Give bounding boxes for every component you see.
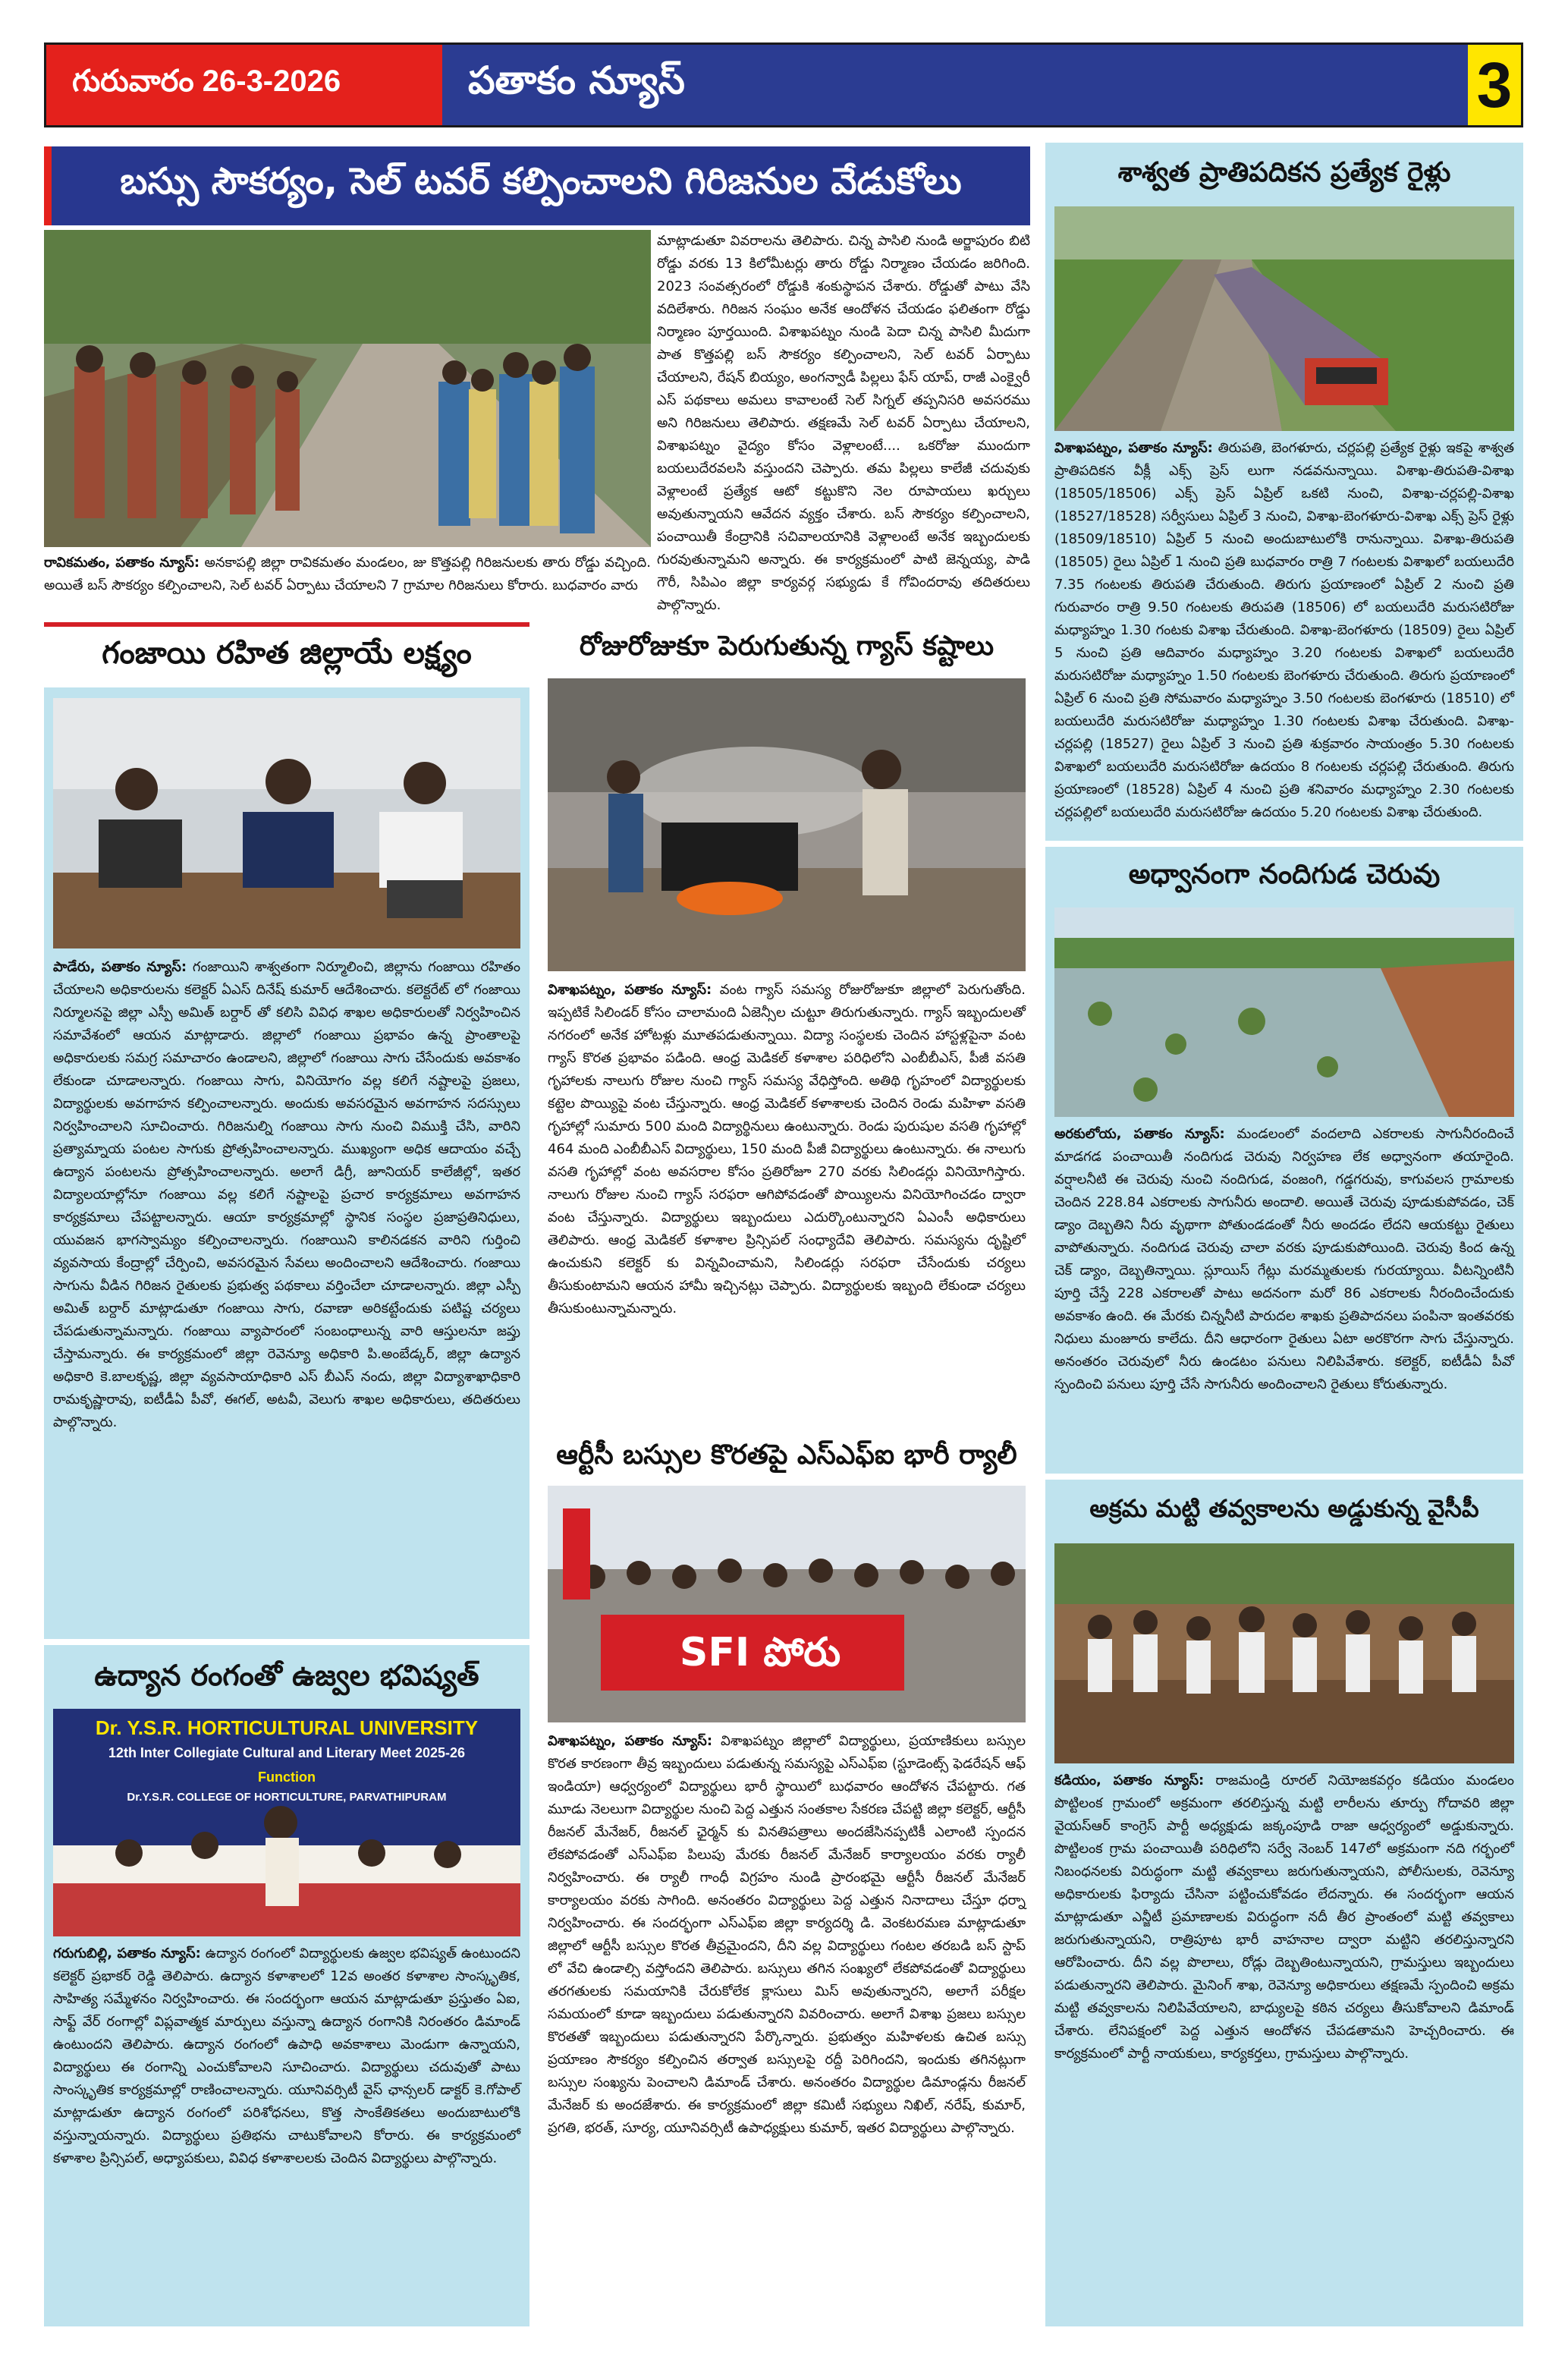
rail-dateline: విశాఖపట్నం, పతాకం న్యూస్: [1054,440,1213,456]
rail-headline: శాశ్వత ప్రాతిపదికన ప్రత్యేక రైళ్లు [1117,157,1451,188]
page-number: 3 [1468,45,1521,125]
horti-banner-line2: 12th Inter Collegiate Cultural and Literary Meet 2025-26 [108,1745,466,1760]
gas-photo [548,678,1026,971]
sfi-headline: ఆర్టీసీ బస్సుల కొరతపై ఎస్ఎఫ్ఐ భారీ ర్యాలీ [556,1439,1017,1471]
ganja-dateline: పాడేరు, పతాకం న్యూస్: [53,959,187,975]
pond-dateline: అరకులోయ, పతాకం న్యూస్: [1054,1126,1225,1142]
pond-body-text: మండలంలో వందలాది ఎకరాలకు సాగునీరందించే మాడగడ పంచాయితీ నందిగుడ చెరువు నిర్వహణ లేక అధ్వానంగా తయారైంది. వర్షాలనీటి ఈ చెరువు నుంచి నందిగుడ, వంజంగి, గడ్డగరువు, కాగువలస గ్రామాలకు చెందిన 228.84 ఎకరాలకు సాగునీరు అందాలి. అయితే చెరువు పూడుకుపోవడం, చెక్ డ్యాం దెబ్బతిని నీరు వృథాగా పోతుండడంతో నీరు అందడం లేదని ఆయకట్టు రైతులు వాపోతున్నారు. నందిగుడ చెరువు చాలా వరకు పూడుకుపోయింది. చెరువు కింద ఉన్న చెక్ డ్యాం, దెబ్బతిన్నాయి. స్లూయిస్ గేట్లు మరమ్మతులకు గురయ్యాయి. వీటన్నింటినీ పూర్తి చేస్తే 228 ఎకరాలతో పాటు అదనంగా మరో 86 ఎకరాలకు నీరందించేందుకు అవకాశం ఉంది. ఈ మేరకు చిన్ననీటి పారుదల శాఖకు ప్రతిపాదనలు పంపినా ఇంతవరకు నిధులు మంజూరు కాలేదు. దీని ఆధారంగా రైతులు ఏటా అరకొరగా సాగు చేస్తున్నారు. అనంతరం చెరువులో నీరు ఉండటం పనులు నిలిపివేశారు. కలెక్టర్, ఐటీడీఏ పీవో స్పందించి పనులు పూర్తి చేసే సాగునీరు అందించాలని రైతులు కోరుతున్నారు. [1054,1126,1514,1392]
soil-headline: అక్రమ మట్టి తవ్వకాలను అడ్డుకున్న వైసీపీ [1089,1494,1479,1523]
soil-body [1054,1769,1514,2322]
gas-dateline: విశాఖపట్నం, పతాకం న్యూస్: [548,982,712,998]
ganja-panel [44,622,529,1639]
rail-body-text: తిరుపతి, బెంగళూరు, చర్లపల్లి ప్రత్యేక రైళ్లు ఇకపై శాశ్వత ప్రాతిపదికన వీక్లీ ఎక్స్ ప్రెస్ లుగా నడవనున్నాయి. విశాఖ-తిరుపతి-విశాఖ (18505/18506) ఎక్స్ ప్రెస్ ఏప్రిల్ ఒకటి నుంచి, విశాఖ-చర్లపల్లి-విశాఖ (18527/18528) సర్వీసులు ఏప్రిల్ 3 నుంచి, విశాఖ-బెంగళూరు-విశాఖ ఎక్స్ ప్రెస్ రైళ్లు (18509/18510) ఏప్రిల్ 5 నుంచి అందుబాటులోకి రానున్నాయి. విశాఖ-తిరుపతి (18505) రైలు ఏప్రిల్ 1 నుంచి ప్రతి బుధవారం రాత్రి 7 గంటలకు విశాఖలో బయలుదేరి 7.35 గంటలకు తిరుపతి చేరుతుంది. తిరుగు ప్రయాణంలో ఏప్రిల్ 2 నుంచి ప్రతి గురువారం రాత్రి 9.50 గంటలకు తిరుపతి (18506) లో బయలుదేరి మరుసటిరోజు మధ్యాహ్నం 1.30 గంటకు విశాఖ చేరుతుంది. విశాఖ-బెంగళూరు (18509) రైలు ఏప్రిల్ 5 నుంచి ప్రతి ఆదివారం మధ్యాహ్నం 3.20 గంటలకు విశాఖలో బయలుదేరి మరుసటిరోజు మధ్యాహ్నం 1.50 గంటలకు బెంగళూరు చేరుతుంది. తిరుగు ప్రయాణంలో ఏప్రిల్ 6 నుంచి ప్రతి సోమవారం మధ్యాహ్నం 3.50 గంటలకు బెంగళూరు (18510) లో బయలుదేరి మరుసటిరోజు మధ్యాహ్నం 1.30 గంటలకు విశాఖ చేరుతుంది. విశాఖ-చర్లపల్లి (18527) రైలు ఏప్రిల్ 3 నుంచి ప్రతి శుక్రవారం సాయంత్రం 5.30 గంటలకు విశాఖలో బయలుదేరి మరుసటిరోజు ఉదయం 8 గంటలకు చర్లపల్లి చేరుతుంది. తిరుగు ప్రయాణంలో (18528) ఏప్రిల్ 4 నుంచి ప్రతి శనివారం మధ్యాహ్నం 2.30 గంటలకు చర్లపల్లిలో బయలుదేరి మరుసటిరోజు ఉదయం 5.20 గంటలకు విశాఖ చేరుతుంది. [1054,440,1514,820]
rail-body [1054,437,1514,838]
horti-headline: ఉద్యాన రంగంతో ఉజ్వల భవిష్యత్ [94,1659,479,1692]
ganja-body [53,956,520,1631]
sfi-section [543,1431,1030,2326]
horti-banner-line4: Dr.Y.S.R. COLLEGE OF HORTICULTURE, PARVATHIPURAM [127,1791,447,1804]
horti-panel [44,1645,529,2326]
soil-photo [1054,1543,1514,1763]
sfi-banner-text: SFI పోరు [679,1630,841,1675]
lead-headline: బస్సు సౌకర్యం, సెల్ టవర్ కల్పించాలని గిరిజనుల వేడుకోలు [44,146,1030,225]
gas-body-text: వంట గ్యాస్ సమస్య రోజురోజుకూ జిల్లాలో పెరుగుతోంది. ఇప్పటికే సిలిండర్ కోసం చాలామంది ఏజెన్సీల చుట్టూ తిరుగుతున్నారు. గ్యాస్ ఇబ్బందులతో నగరంలో అనేక హోటళ్లు మూతపడుతున్నాయి. విద్యా సంస్థలకు చెందిన హాస్టళ్లపైనా వంట గ్యాస్ కొరత ప్రభావం పడింది. ఆంధ్ర మెడికల్ కళాశాల పరిధిలోని ఎంబీబీఎస్, పీజీ వసతి గృహాలకు నాలుగు రోజుల నుంచి గ్యాస్ సమస్య వేధిస్తోంది. అతిథి గృహంలో విద్యార్థులకు కట్టెల పొయ్యిపై వంట చేస్తున్నారు. ఆంధ్ర మెడికల్ కళాశాలకు చెందిన రెండు మహిళా వసతి గృహాల్లో సుమారు 500 మంది విద్యార్థినులు ఉంటున్నారు. రెండు పురుషుల వసతి గృహాల్లో 464 మంది ఎంబీబీఎస్ విద్యార్థులు, 150 మంది పీజీ విద్యార్థులు ఉంటున్నారు. ఈ నాలుగు వసతి గృహాల్లో వంట అవసరాల కోసం ప్రతిరోజూ 270 వరకు సిలిండర్లు వినియోగిస్తారు. నాలుగు రోజుల నుంచి గ్యాస్ సరఫరా ఆగిపోవడంతో పొయ్యిలను వినియోగించడం ద్వారా వంట చేస్తున్నారు. విద్యార్థులు ఇబ్బందులు ఎదుర్కొంటున్నారని ఏఎంసీ అధికారులు తెలిపారు. ఆంధ్ర మెడికల్ కళాశాల ప్రిన్సిపల్ సంధ్యాదేవి తెలిపారు. సమస్యను దృష్టిలో ఉంచుకుని కలెక్టర్ కు విన్నవించామని, సిలిండర్లు సరఫరా చేసేందుకు చర్యలు తీసుకుంటామని ఆయన హామీ ఇచ్చినట్లు చెప్పారు. విద్యార్థులకు ఇబ్బంది లేకుండా చర్యలు తీసుకుంటున్నామన్నారు. [548,982,1026,1316]
newspaper-title: పతాకం న్యూస్ [442,45,1468,125]
horti-dateline: గరుగుబిల్లి, పతాకం న్యూస్: [53,1946,201,1961]
soil-dateline: కడియం, పతాకం న్యూస్: [1054,1773,1205,1788]
ganja-body-text: గంజాయిని శాశ్వతంగా నిర్మూలించి, జిల్లాను గంజాయి రహితం చేయాలని అధికారులను కలెక్టర్ ఏఎస్ దినేష్ కుమార్ ఆదేశించారు. కలెక్టరేట్ లో గంజాయి నిర్మూలనపై జిల్లా ఎస్పీ అమిత్ బర్దార్ తో కలిసి వివిధ శాఖల అధికారులతో నిర్వహించిన సమావేశంలో ఆయన మాట్లాడారు. జిల్లాలో గంజాయి ప్రభావం ఉన్న ప్రాంతాలపై అధికారులకు సమగ్ర సమాచారం ఉండాలని, జిల్లాలో గంజాయి సాగు చేసేందుకు అవకాశం లేకుండా చూడాలన్నారు. గంజాయి సాగు, వినియోగం వల్ల కలిగే నష్టాలపై ప్రజలు, విద్యార్థులకు అవగాహన కల్పించాలన్నారు. అందుకు అవసరమైన అవగాహన సదస్సులు నిర్వహించాలని సూచించారు. గిరిజనుల్ని గంజాయి సాగు నుంచి విముక్తి చేసి, వారిని ప్రత్యామ్నాయ పంటల సాగుకు ప్రోత్సహించాలన్నారు. ముఖ్యంగా అధిక ఆదాయం వచ్చే ఉద్యాన పంటలను ప్రోత్సహించాలన్నారు. అలాగే డిగ్రీ, జూనియర్ కాలేజీల్లో, ఇతర విద్యాలయాల్లోనూ గంజాయి వల్ల కలిగే నష్టాలపై ప్రచార కార్యక్రమాలు అవగాహన కార్యక్రమాలు చేపట్టాలన్నారు. ఆయా కార్యక్రమాల్లో స్థానిక సంస్థల ప్రజాప్రతినిధులు, యువజన భాగస్వామ్యం కల్పించాలన్నారు. గంజాయిని కాలినడకన వారిని గుర్తించి వ్యవసాయ కేంద్రాల్లో చేర్పించి, అవసరమైన సేవలు అందించాలని ఆదేశించారు. గంజాయి సాగును వీడిన గిరిజన రైతులకు ప్రభుత్వ పథకాలు వర్తించేలా చూడాలన్నారు. జిల్లా ఎస్పీ అమిత్ బర్దార్ మాట్లాడుతూ గంజాయి సాగు, రవాణా అరికట్టేందుకు పటిష్ట చర్యలు చేపడుతున్నామన్నారు. గంజాయి వ్యాపారంలో సంబంధాలున్న వారి ఆస్తులనూ జప్తు చేస్తామన్నారు. ఈ కార్యక్రమంలో జిల్లా రెవెన్యూ అధికారి పి.అంబేడ్కర్, జిల్లా ఉద్యాన అధికారి కె.బాలకృష్ణ, జిల్లా వ్యవసాయాధికారి ఎస్ బీఎస్ నందు, జిల్లా విద్యాశాఖాధికారి రామకృష్ణారావు, ఐటీడీఏ పీవో, ఈగల్, అటవీ, వెలుగు శాఖల అధికారులు, తదితరులు పాల్గొన్నారు. [53,959,520,1430]
gas-section [543,622,1030,1427]
rail-photo [1054,206,1514,431]
soil-panel [1045,1480,1523,2326]
pond-headline: అధ్వానంగా నందిగుడ చెరువు [1128,859,1441,890]
sfi-dateline: విశాఖపట్నం, పతాకం న్యూస్: [548,1733,713,1749]
sfi-body-text: విశాఖపట్నం జిల్లాలో విద్యార్థులు, ప్రయాణికులు బస్సుల కొరత కారణంగా తీవ్ర ఇబ్బందులు పడుతున్న సమస్యపై ఎస్ఎఫ్ఐ (స్టూడెంట్స్ ఫెడరేషన్ ఆఫ్ ఇండియా) ఆధ్వర్యంలో విద్యార్థులు భారీ స్థాయిలో బుధవారం ఆందోళన చేపట్టారు. గత మూడు నెలలుగా విద్యార్థుల నుంచి పెద్ద ఎత్తున సంతకాల సేకరణ చేపట్టి జిల్లా కలెక్టర్, ఆర్టీసీ రీజనల్ మేనేజర్, రీజనల్ ఛైర్మన్ కు వినతిపత్రాలు అందజేసినప్పటికీ ఎలాంటి స్పందన లేకపోవడంతో ఎస్ఎఫ్ఐ పిలుపు మేరకు రీజనల్ మేనేజర్ కార్యాలయం వరకు ర్యాలీ నిర్వహించారు. ఈ ర్యాలీ గాంధీ విగ్రహం నుండి ప్రారంభమై ఆర్టీసీ రీజనల్ మేనేజర్ కార్యాలయం వరకు సాగింది. అనంతరం విద్యార్థులు పెద్ద ఎత్తున నినాదాలు చేస్తూ ధర్నా నిర్వహించారు. ఈ సందర్భంగా ఎస్ఎఫ్ఐ జిల్లా కార్యదర్శి డి. వెంకటరమణ మాట్లాడుతూ జిల్లాలో ఆర్టీసీ బస్సుల కొరత తీవ్రమైందని, దీని వల్ల విద్యార్థులు గంటల తరబడి బస్ స్టాప్ లో వేచి ఉండాల్సి వస్తోందని తెలిపారు. బస్సులు తగిన సంఖ్యలో లేకపోవడంతో విద్యార్థులు తరగతులకు సమయానికి చేరుకోలేక క్లాసులు మిస్ అవుతున్నారని, అలాగే పరీక్షల సమయంలో కూడా ఇబ్బందులు పడుతున్నారని వివరించారు. అలాగే విశాఖ ప్రజలు బస్సుల కొరతతో ఇబ్బందులు పడుతున్నారని పేర్కొన్నారు. ప్రభుత్వం మహిళలకు ఉచిత బస్సు ప్రయాణం సౌకర్యం కల్పించిన తర్వాత బస్సులపై రద్దీ పెరిగిందని, ఇందుకు తగినట్లుగా బస్సుల సంఖ్యను పెంచాలని డిమాండ్ చేశారు. అనంతరం విద్యార్థుల డిమాండ్లను రీజనల్ మేనేజర్ కు అందజేశారు. ఈ కార్యక్రమంలో జిల్లా కమిటీ సభ్యులు నిఖిల్, నరేష్, కుమార్, ప్రగతి, భరత్, సూర్య, యూనివర్సిటీ ఉపాధ్యక్షులు కుమార్, ఇతర విద్యార్థులు పాల్గొన్నారు. [548,1733,1026,2136]
soil-body-text: రాజమండ్రి రూరల్ నియోజకవర్గం కడియం మండలం పొట్టిలంక గ్రామంలో అక్రమంగా తరలిస్తున్న మట్టి లారీలను తూర్పు గోదావరి జిల్లా వైయస్ఆర్ కాంగ్రెస్ పార్టీ అధ్యక్షుడు జక్కంపూడి రాజా ఆధ్వర్యంలో అడ్డుకున్నారు. పొట్టిలంక గ్రామ పంచాయితీ పరిధిలోని సర్వే నెంబర్ 147లో అక్రమంగా నది గర్భంలో నిబంధనలకు విరుద్ధంగా మట్టి తవ్వకాలు జరుగుతున్నాయని, పోలీసులకు, రెవెన్యూ అధికారులకు ఫిర్యాదు చేసినా పట్టించుకోవడం లేదన్నారు. ఈ సందర్భంగా ఆయన మాట్లాడుతూ ఎన్జీటీ ప్రమాణాలకు విరుద్ధంగా నదీ తీర ప్రాంతంలో మట్టి తవ్వకాలు జరుగుతున్నాయని, రాత్రిపూట భారీ వాహనాల ద్వారా మట్టిని తరలిస్తున్నారని ఆరోపించారు. దీని వల్ల పొలాలు, రోడ్లు దెబ్బతింటున్నాయని, గ్రామస్తులు ఇబ్బందులు పడుతున్నారని తెలిపారు. మైనింగ్ శాఖ, రెవెన్యూ అధికారులు తక్షణమే స్పందించి అక్రమ మట్టి తవ్వకాలను నిలిపివేయాలని, బాధ్యులపై కఠిన చర్యలు తీసుకోవాలని డిమాండ్ చేశారు. లేనిపక్షంలో పెద్ద ఎత్తున ఆందోళన చేపడతామని హెచ్చరించారు. ఈ కార్యక్రమంలో పార్టీ నాయకులు, కార్యకర్తలు, గ్రామస్తులు పాల్గొన్నారు. [1054,1773,1514,2062]
lead-body-right: మాట్లాడుతూ వివరాలను తెలిపారు. చిన్న పాసిలి నుండి అర్జాపురం బిటి రోడ్డు వరకు 13 కిలోమీటర్లు తారు రోడ్డు నిర్మాణం చేయడం జరిగింది. 2023 సంవత్సరంలో రోడ్డుకి శంకుస్థాపన చేశారు. రోడ్డుతో పాటు వేసి వదిలేశారు. గిరిజన సంఘం అనేక ఆందోళన చేయడం ఫలితంగా రోడ్డు నిర్మాణం పూర్తయింది. విశాఖపట్నం నుండి పెదా చిన్న పాసిలి మీదుగా పాత కొత్తపల్లి బస్ సౌకర్యం కల్పించాలని, సెల్ టవర్ ఏర్పాటు చేయాలని, రేషన్ బియ్యం, అంగన్వాడీ పిల్లలు ఫేస్ యాప్, రాజీ ఎంక్వైరీ ఎస్ పథకాలు అమలు కావాలంటే సెల్ సిగ్నల్ తప్పనిసరి అవసరము అని గిరిజనులు తెలిపారు. తక్షణమే సెల్ టవర్ ఏర్పాటు చేయాలని, విశాఖపట్నం వైద్యం కోసం వెళ్లాలంటే.... ఒకరోజు ముందుగా బయలుదేరవలసి వస్తుందని చెప్పారు. తమ పిల్లలు కాలేజీ చదువుకు వెళ్లాలంటే ప్రత్యేక ఆటో కట్టుకొని నెల రూపాయలు ఖర్చులు అవుతున్నాయని ఆవేదన వ్యక్తం చేశారు. బస్ సౌకర్యం కల్పించాలని, పంచాయితీ కేంద్రానికి సచివాలయానికి వెళ్లాలంటే అనేక ఇబ్బందులకు గురవుతున్నామని అన్నారు. ఈ కార్యక్రమంలో పాటి జెన్నయ్య, పాడి గౌరీ, సిపిఎం జిల్లా కార్యవర్గ సభ్యుడు కే గోవిందరావు తదితరులు పాల్గొన్నారు. [657,233,1030,613]
horti-banner-line3: Function [258,1769,316,1785]
pond-body [1054,1123,1514,1469]
horti-banner-line1: Dr. Y.S.R. HORTICULTURAL UNIVERSITY [95,1716,479,1739]
pond-panel [1045,847,1523,1474]
horti-body [53,1942,520,2322]
rail-panel [1045,143,1523,841]
gas-body [548,979,1026,1427]
sfi-photo [548,1486,1026,1722]
lead-dateline: రావికమతం, పతాకం న్యూస్: [44,555,200,571]
lead-photo [44,230,651,547]
gas-headline: రోజురోజుకూ పెరుగుతున్న గ్యాస్ కష్టాలు [579,631,995,662]
horti-body-text: ఉద్యాన రంగంలో విద్యార్థులకు ఉజ్వల భవిష్యత్ ఉంటుందని కలెక్టర్ ప్రభాకర్ రెడ్డి తెలిపారు. ఉద్యాన కళాశాలలో 12వ అంతర కళాశాల సాంస్కృతిక, సాహిత్య సమ్మేళనం నిర్వహించారు. ఈ సందర్భంగా ఆయన మాట్లాడుతూ ప్రస్తుతం ఏఐ, సాఫ్ట్ వేర్ రంగాల్లో విప్లవాత్మక మార్పులు వస్తున్నా ఉద్యాన రంగానికి నిరంతరం డిమాండ్ ఉంటుందని తెలిపారు. ఉద్యాన రంగంలో ఉపాధి అవకాశాలు మెండుగా ఉన్నాయని, విద్యార్థులు ఈ రంగాన్ని ఎంచుకోవాలని సూచించారు. విద్యార్థులు చదువుతో పాటు సాంస్కృతిక కార్యక్రమాల్లో రాణించాలన్నారు. యూనివర్సిటీ వైస్ ఛాన్సలర్ డాక్టర్ కె.గోపాల్ మాట్లాడుతూ ఉద్యాన రంగంలో పరిశోధనలు, కొత్త సాంకేతికతలు అందుబాటులోకి వస్తున్నాయన్నారు. విద్యార్థులు ప్రతిభను చాటుకోవాలని కోరారు. ఈ కార్యక్రమంలో కళాశాల ప్రిన్సిపల్, అధ్యాపకులు, వివిధ కళాశాలలకు చెందిన విద్యార్థులు పాల్గొన్నారు. [53,1946,520,2166]
header-date: గురువారం 26-3-2026 [46,45,442,125]
horti-photo [53,1709,520,1936]
masthead [44,42,1523,127]
ganja-photo [53,698,520,948]
lead-body-left-text: అనకాపల్లి జిల్లా రావికమతం మండలం, జు కొత్తపల్లి గిరిజనులకు తారు రోడ్డు వచ్చింది. అయితే బస్ సౌకర్యం కల్పించాలని, సెల్ టవర్ ఏర్పాటు చేయాలని 7 గ్రామాల గిరిజనులు కోరారు. బుధవారం వారు [44,555,651,593]
lead-body-left [44,552,651,600]
sfi-body [548,1730,1026,2326]
pond-photo [1054,908,1514,1117]
ganja-headline: గంజాయి రహిత జిల్లాయే లక్ష్యం [44,622,529,687]
